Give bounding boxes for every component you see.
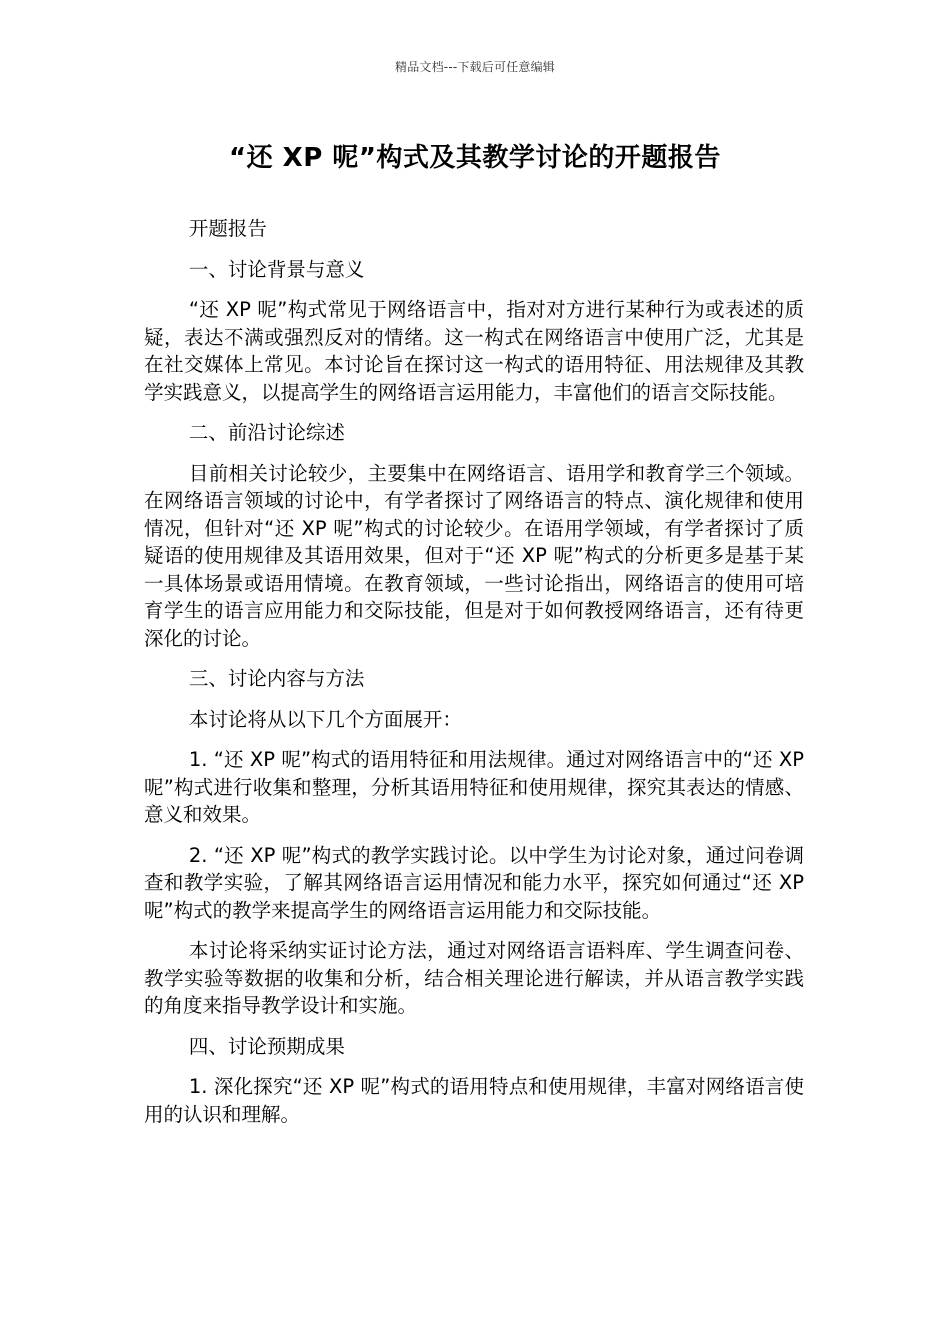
section-heading-review: 二、前沿讨论综述: [188, 421, 345, 444]
section-label: 开题报告: [188, 217, 267, 240]
document-title: “还 XP 呢”构式及其教学讨论的开题报告: [229, 143, 721, 173]
paragraph-methods-item-1: 1. “还 XP 呢”构式的语用特征和用法规律。通过对网络语言中的“还 XP 呢”构式进行收集和整理，分析其语用特征和使用规律，探究其表达的情感、意义和效果。: [144, 748, 804, 826]
paragraph-review: 目前相关讨论较少，主要集中在网络语言、语用学和教育学三个领域。在网络语言领域的讨论中，有学者探讨了网络语言的特点、演化规律和使用情况，但针对“还 XP 呢”构式的讨论较少。在语用学领域，有学者探讨了质疑语的使用规律及其语用效果，但对于“还 XP 呢”构式的分析更多是基于某一具体场景或语用情境。在教育领域，一些讨论指出，网络语言的使用可培育学生的语言应用能力和交际技能，但是对于如何教授网络语言，还有待更深化的讨论。: [144, 461, 804, 650]
document-body: [144, 215, 804, 1141]
section-heading-methods: 三、讨论内容与方法: [188, 667, 365, 690]
paragraph-background: “还 XP 呢”构式常见于网络语言中，指对对方进行某种行为或表述的质疑，表达不满或强烈反对的情绪。这一构式在网络语言中使用广泛，尤其是在社交媒体上常见。本讨论旨在探讨这一构式的语用特征、用法规律及其教学实践意义，以提高学生的网络语言运用能力，丰富他们的语言交际技能。: [144, 298, 804, 404]
paragraph-methods-intro: 本讨论将从以下几个方面展开：: [188, 707, 462, 731]
paragraph-methods-item-2: 2. “还 XP 呢”构式的教学实践讨论。以中学生为讨论对象，通过问卷调查和教学实验，了解其网络语言运用情况和能力水平，探究如何通过“还 XP 呢”构式的教学来提高学生的网络语言运用能力和交际技能。: [144, 843, 804, 922]
header-note: 精品文档---下载后可任意编辑: [395, 60, 555, 74]
section-heading-background: 一、讨论背景与意义: [188, 257, 365, 281]
paragraph-methods-approach: 本讨论将采纳实证讨论方法，通过对网络语言语料库、学生调查问卷、教学实验等数据的收集和分析，结合相关理论进行解读，并从语言教学实践的角度来指导教学设计和实施。: [144, 939, 804, 1017]
section-heading-outcomes: 四、讨论预期成果: [188, 1034, 345, 1058]
paragraph-outcomes-item-1: 1. 深化探究“还 XP 呢”构式的语用特点和使用规律，丰富对网络语言使用的认识和理解。: [144, 1075, 804, 1126]
